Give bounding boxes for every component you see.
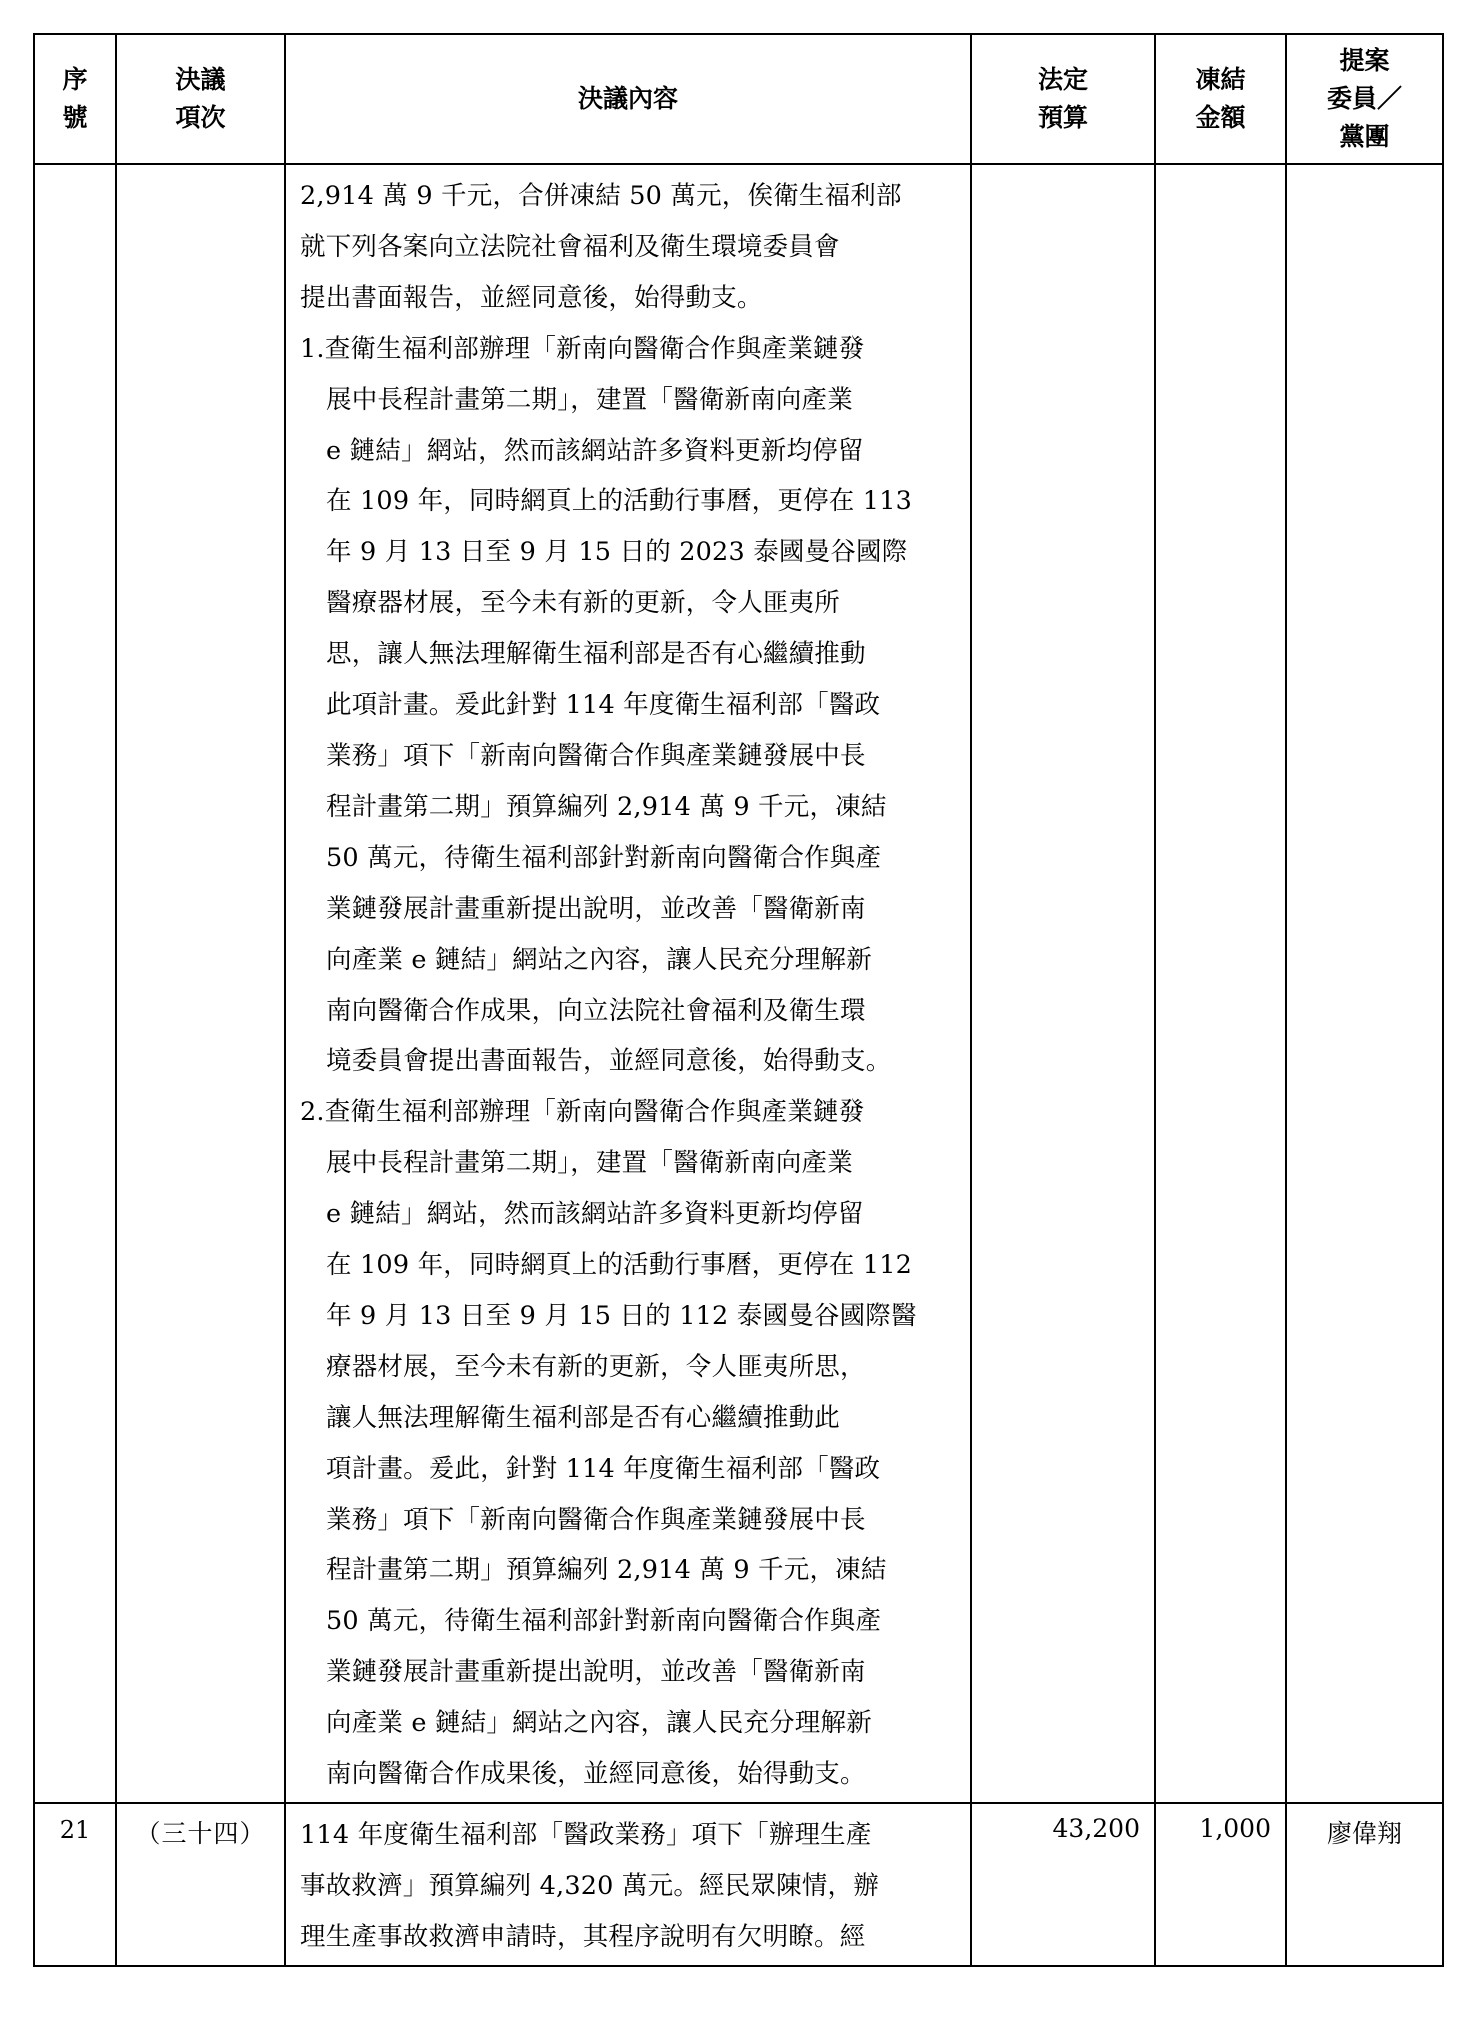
content-line: 向產業 e 鏈結」網站之內容，讓人民充分理解新 bbox=[326, 1708, 872, 1739]
content-line: 年 9 月 13 日至 9 月 15 日的 112 泰國曼谷國際醫 bbox=[326, 1300, 917, 1331]
content-line: 南向醫衛合作成果後，並經同意後，始得動支。 bbox=[326, 1759, 866, 1790]
content-line: 向產業 e 鏈結」網站之內容，讓人民充分理解新 bbox=[326, 944, 872, 975]
content-line: 南向醫衛合作成果，向立法院社會福利及衛生環 bbox=[326, 995, 866, 1026]
content-line: 114 年度衛生福利部「醫政業務」項下「辦理生產 bbox=[300, 1820, 872, 1850]
content-line: 業鏈發展計畫重新提出說明，並改善「醫衛新南 bbox=[326, 1657, 866, 1688]
content-line: 療器材展，至今未有新的更新，令人匪夷所思， bbox=[326, 1351, 866, 1382]
budget-cell bbox=[971, 164, 1155, 1803]
content-line: 在 109 年，同時網頁上的活動行事曆，更停在 113 bbox=[326, 486, 913, 517]
content-line: 1.查衛生福利部辦理「新南向醫衛合作與產業鏈發 bbox=[300, 333, 865, 364]
header-row bbox=[34, 34, 1443, 164]
header-frozen: 凍結 金額 bbox=[1155, 34, 1286, 164]
frozen-amount-cell bbox=[1155, 164, 1286, 1803]
content-line: 讓人無法理解衛生福利部是否有心繼續推動此 bbox=[326, 1402, 841, 1433]
content-line: 境委員會提出書面報告，並經同意後，始得動支。 bbox=[326, 1046, 892, 1077]
content-line: 年 9 月 13 日至 9 月 15 日的 2023 泰國曼谷國際 bbox=[326, 537, 908, 568]
content-line: 展中長程計畫第二期」，建置「醫衛新南向產業 bbox=[326, 1148, 853, 1179]
table-row bbox=[34, 1803, 1443, 1966]
content-line: 提出書面報告，並經同意後，始得動支。 bbox=[300, 282, 763, 313]
item-cell bbox=[116, 164, 285, 1803]
content-line: 事故救濟」預算編列 4,320 萬元。經民眾陳情，辦 bbox=[300, 1870, 879, 1901]
content-line: e 鏈結」網站，然而該網站許多資料更新均停留 bbox=[326, 1199, 864, 1230]
content-line: 業務」項下「新南向醫衛合作與產業鏈發展中長 bbox=[326, 740, 866, 771]
content-line: 程計畫第二期」預算編列 2,914 萬 9 千元，凍結 bbox=[326, 791, 887, 822]
item-cell: （三十四） bbox=[116, 1803, 285, 1966]
content-line: 醫療器材展，至今未有新的更新，令人匪夷所 bbox=[326, 588, 841, 619]
seq-cell: 21 bbox=[34, 1803, 116, 1966]
header-budget: 法定 預算 bbox=[971, 34, 1155, 164]
resolution-content-cell bbox=[285, 1803, 971, 1966]
content-line: 就下列各案向立法院社會福利及衛生環境委員會 bbox=[300, 231, 840, 262]
content-line: 業鏈發展計畫重新提出說明，並改善「醫衛新南 bbox=[326, 893, 866, 924]
content-line: 程計畫第二期」預算編列 2,914 萬 9 千元，凍結 bbox=[326, 1555, 887, 1586]
content-line: 思，讓人無法理解衛生福利部是否有心繼續推動 bbox=[326, 639, 866, 670]
content-line: 50 萬元，待衛生福利部針對新南向醫衛合作與產 bbox=[326, 842, 882, 873]
table-row bbox=[34, 164, 1443, 1803]
content-line: 項計畫。爰此，針對 114 年度衛生福利部「醫政 bbox=[326, 1453, 881, 1484]
content-line: 業務」項下「新南向醫衛合作與產業鏈發展中長 bbox=[326, 1504, 866, 1535]
content-line: 2,914 萬 9 千元，合併凍結 50 萬元，俟衛生福利部 bbox=[300, 181, 902, 211]
seq-cell bbox=[34, 164, 116, 1803]
content-line: 2.查衛生福利部辦理「新南向醫衛合作與產業鏈發 bbox=[300, 1097, 865, 1128]
content-line: e 鏈結」網站，然而該網站許多資料更新均停留 bbox=[326, 435, 864, 466]
header-proposer: 提案 委員／ 黨團 bbox=[1286, 34, 1443, 164]
content-line: 50 萬元，待衛生福利部針對新南向醫衛合作與產 bbox=[326, 1606, 882, 1637]
frozen-amount-cell: 1,000 bbox=[1155, 1803, 1286, 1966]
proposer-cell: 廖偉翔 bbox=[1286, 1803, 1443, 1966]
resolution-table bbox=[33, 33, 1444, 1967]
proposer-cell bbox=[1286, 164, 1443, 1803]
content-line: 在 109 年，同時網頁上的活動行事曆，更停在 112 bbox=[326, 1250, 913, 1281]
header-content: 決議內容 bbox=[285, 34, 971, 164]
content-line: 理生產事故救濟申請時，其程序說明有欠明瞭。經 bbox=[300, 1921, 866, 1952]
header-seq: 序 號 bbox=[34, 34, 116, 164]
content-line: 此項計畫。爰此針對 114 年度衛生福利部「醫政 bbox=[326, 690, 881, 721]
header-item: 決議 項次 bbox=[116, 34, 285, 164]
content-line: 展中長程計畫第二期」，建置「醫衛新南向產業 bbox=[326, 384, 853, 415]
budget-cell: 43,200 bbox=[971, 1803, 1155, 1966]
resolution-content-cell bbox=[285, 164, 971, 1803]
